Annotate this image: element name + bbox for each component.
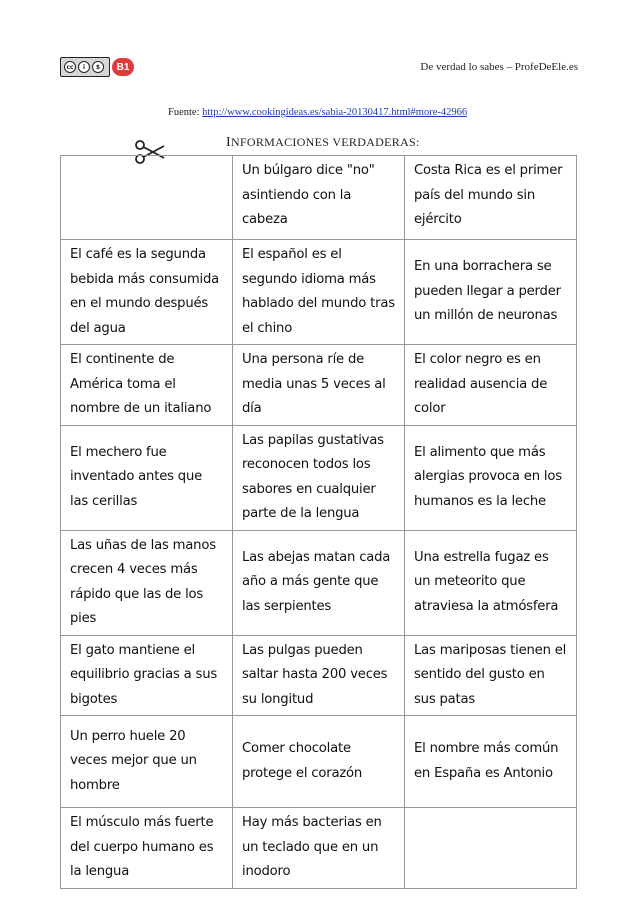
noncommercial-icon: $ bbox=[92, 61, 104, 73]
fact-card: El gato mantiene el equilibrio gracias a sus bigotes bbox=[61, 635, 233, 716]
cards-table bbox=[60, 155, 577, 889]
level-badge: B1 bbox=[112, 58, 134, 76]
fact-card bbox=[61, 156, 233, 240]
fact-card: Costa Rica es el primer país del mundo sin ejército bbox=[405, 156, 577, 240]
source-label: Fuente: bbox=[168, 107, 203, 118]
fact-card: El alimento que más alergias provoca en los humanos es la leche bbox=[405, 425, 577, 530]
fact-card: Las mariposas tienen el sentido del gusto en sus patas bbox=[405, 635, 577, 716]
table-row bbox=[61, 345, 577, 426]
title-rest: NFORMACIONES VERDADERAS: bbox=[230, 135, 420, 149]
fact-card: El café es la segunda bebida más consumida en el mundo después del agua bbox=[61, 240, 233, 345]
table-row bbox=[61, 635, 577, 716]
fact-card: El continente de América toma el nombre de un italiano bbox=[61, 345, 233, 426]
fact-card: El español es el segundo idioma más hablado del mundo tras el chino bbox=[233, 240, 405, 345]
table-row bbox=[61, 156, 577, 240]
fact-card: Las pulgas pueden saltar hasta 200 veces su longitud bbox=[233, 635, 405, 716]
fact-card: El músculo más fuerte del cuerpo humano es la lengua bbox=[61, 808, 233, 889]
creative-commons-badge bbox=[60, 57, 110, 77]
table-row bbox=[61, 530, 577, 635]
cc-icon: cc bbox=[64, 61, 76, 73]
fact-card: Las uñas de las manos crecen 4 veces más rápido que las de los pies bbox=[61, 530, 233, 635]
fact-card: Comer chocolate protege el corazón bbox=[233, 716, 405, 808]
fact-card: Hay más bacterias en un teclado que en un inodoro bbox=[233, 808, 405, 889]
table-row bbox=[61, 808, 577, 889]
fact-card: Una estrella fugaz es un meteorito que atraviesa la atmósfera bbox=[405, 530, 577, 635]
fact-card: Las abejas matan cada año a más gente que las serpientes bbox=[233, 530, 405, 635]
table-row bbox=[61, 240, 577, 345]
fact-card: Una persona ríe de media unas 5 veces al día bbox=[233, 345, 405, 426]
source-line bbox=[168, 107, 467, 118]
title-initial: I bbox=[226, 135, 231, 150]
attribution-icon: i bbox=[78, 61, 90, 73]
fact-card: Las papilas gustativas reconocen todos los sabores en cualquier parte de la lengua bbox=[233, 425, 405, 530]
page-title bbox=[226, 135, 420, 151]
table-row bbox=[61, 425, 577, 530]
header-site-title: De verdad lo sabes – ProfeDeEle.es bbox=[420, 61, 578, 73]
table-row bbox=[61, 716, 577, 808]
fact-card: El color negro es en realidad ausencia de color bbox=[405, 345, 577, 426]
fact-card: El nombre más común en España es Antonio bbox=[405, 716, 577, 808]
fact-card: Un perro huele 20 veces mejor que un hombre bbox=[61, 716, 233, 808]
fact-card: En una borrachera se pueden llegar a perder un millón de neuronas bbox=[405, 240, 577, 345]
source-link[interactable]: http://www.cookingideas.es/sabia-20130417.html#more-42966 bbox=[202, 107, 468, 118]
fact-card bbox=[405, 808, 577, 889]
fact-card: El mechero fue inventado antes que las cerillas bbox=[61, 425, 233, 530]
fact-card: Un búlgaro dice "no" asintiendo con la cabeza bbox=[233, 156, 405, 240]
